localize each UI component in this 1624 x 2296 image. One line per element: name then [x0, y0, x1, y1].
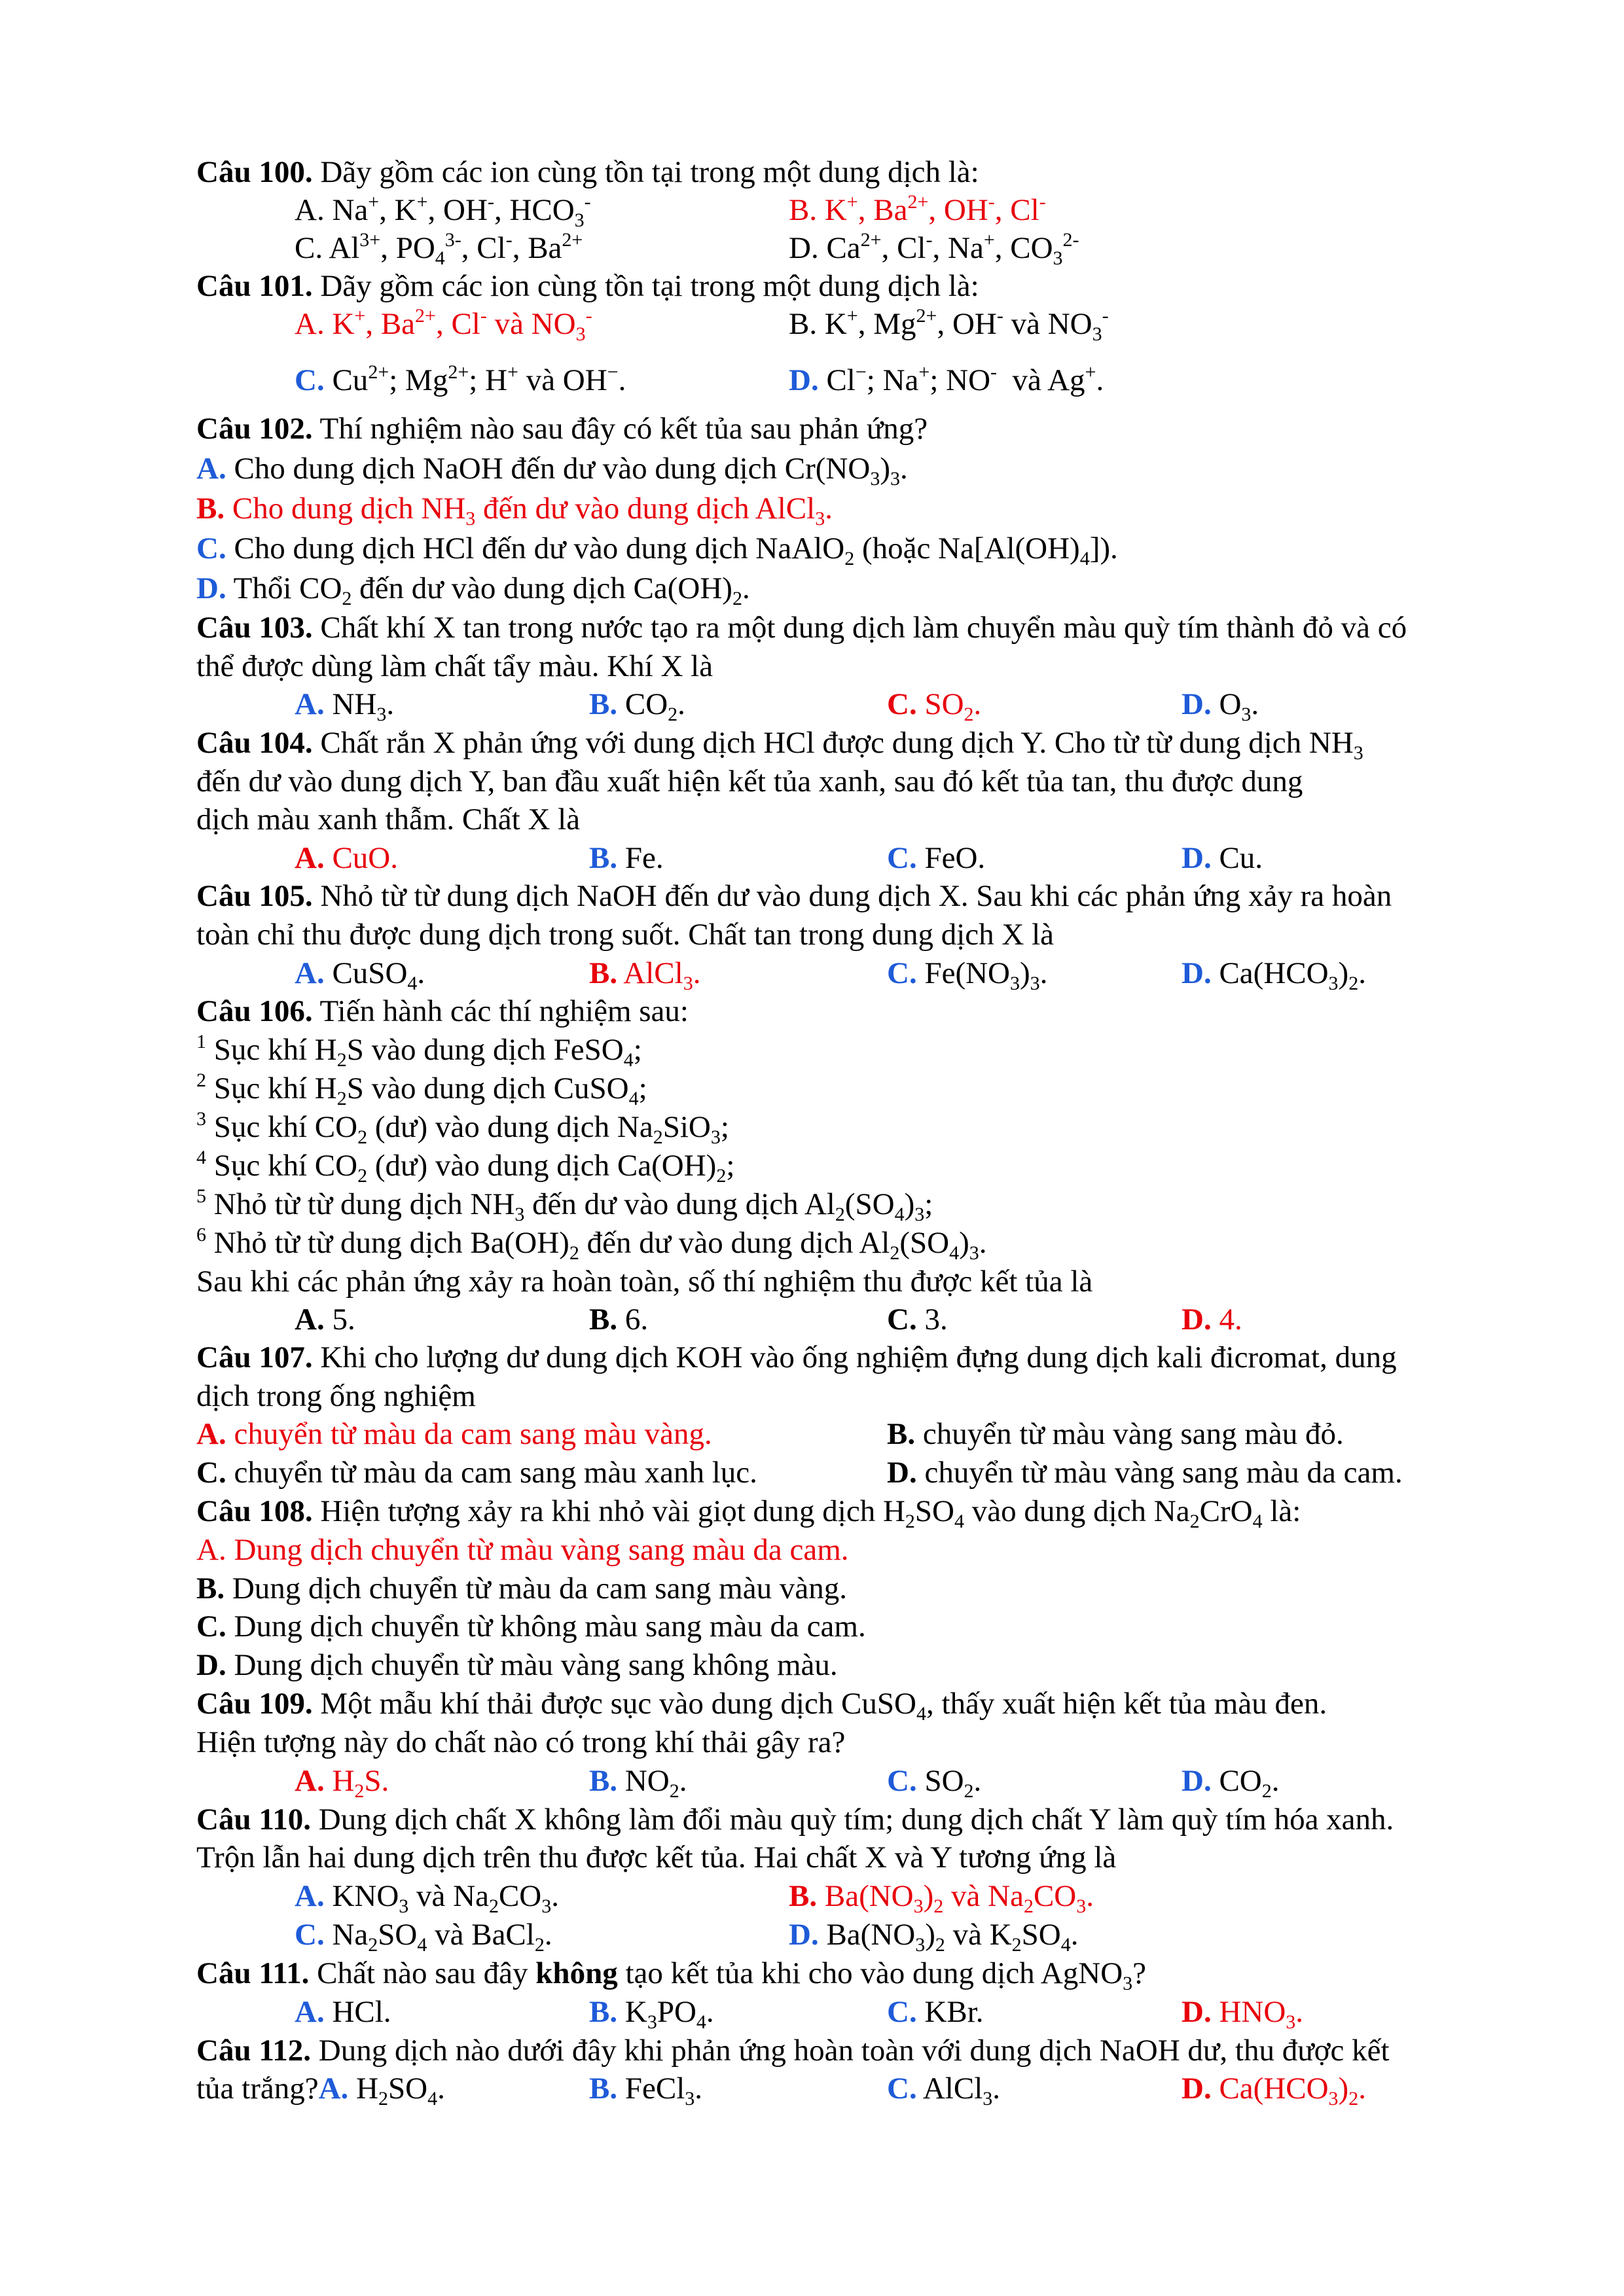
question-107-stem: Câu 107. Khi cho lượng dư dung dịch KOH vào ống nghiệm đựng dung dịch kali đicromat, dung — [196, 1340, 1397, 1374]
question-103-option-a: A. $NH_3$. — [295, 687, 395, 725]
question-107-stem-cont: dịch trong ống nghiệm — [196, 1379, 476, 1413]
question-111-option-d: D. $HNO_3$. — [1182, 1995, 1304, 2033]
question-112-option-d: D. $Ca(HCO_3)_2$. — [1182, 2072, 1366, 2109]
question-103-option-c: C. $SO_2$. — [887, 687, 982, 725]
question-108-stem: Câu 108. Hiện tượng xảy ra khi nhỏ vài giọt dung dịch $H_2SO_4$ vào dung dịch $Na_2CrO_4$ là: — [196, 1494, 1301, 1532]
question-106-option-d: D. 4. — [1182, 1302, 1242, 1336]
question-112-option-b: B. FeCl$_3$. — [589, 2072, 703, 2109]
question-104-option-d: D. Cu. — [1182, 841, 1263, 875]
question-106-tail: Sau khi các phản ứng xảy ra hoàn toàn, số thí nghiệm thu được kết tủa là — [196, 1265, 1093, 1299]
question-100-option-a: A. Na+, K+, OH-, $HCO_3^-$ — [295, 191, 591, 231]
question-112-stem: Câu 112. Dung dịch nào dưới đây khi phản ứng hoàn toàn với dung dịch NaOH dư, thu được kết — [196, 2034, 1390, 2068]
question-103-stem: Câu 103. Chất khí X tan trong nước tạo ra một dung dịch làm chuyển màu quỳ tím thành đỏ và có — [196, 611, 1407, 645]
question-109-option-a: A. $H_2S$. — [295, 1764, 389, 1802]
question-112-option-c: C. AlCl$_3$. — [887, 2072, 1001, 2109]
question-101-option-c: C. $Cu^{2+}$; $Mg^{2+}$; H+ và OH−. — [295, 361, 626, 397]
question-110-option-c: C. $Na_2SO_4$ và BaCl$_2$. — [295, 1918, 552, 1956]
question-104-option-b: B. Fe. — [589, 841, 664, 875]
question-106-option-c: C. 3. — [887, 1302, 948, 1336]
question-105-option-b: B. AlCl$_3$. — [589, 956, 701, 994]
question-101-option-a: A. K+, $Ba^{2+}$, Cl- và $NO_3^-$ — [295, 305, 592, 345]
question-106-option-b: B. 6. — [589, 1302, 649, 1336]
question-108-option-d: D. Dung dịch chuyển từ màu vàng sang không màu. — [196, 1648, 838, 1682]
question-110-option-b: B. $Ba(NO_3)_2$ và $Na_2CO_3$. — [789, 1879, 1094, 1917]
question-105-option-d: D. $Ca(HCO_3)_2$. — [1182, 956, 1366, 994]
question-109-option-d: D. $CO_2$. — [1182, 1764, 1280, 1802]
question-107-option-a: A. chuyển từ màu da cam sang màu vàng. — [196, 1417, 712, 1451]
question-102-option-c: C. Cho dung dịch HCl đến dư vào dung dịch NaAlO$_2$ (hoặc $Na[Al(OH)_4]$). — [196, 531, 1118, 569]
question-104-stem: Câu 104. Chất rắn X phản ứng với dung dịch HCl được dung dịch Y. Cho từ từ dung dịch $NH_3$ — [196, 726, 1363, 764]
question-106-item-3: $^3$ Sục khí $CO_2$ (dư) vào dung dịch $Na_2SiO_3$; — [196, 1108, 729, 1148]
question-102-stem: Câu 102. Thí nghiệm nào sau đây có kết tủa sau phản ứng? — [196, 412, 928, 446]
question-104-stem-cont-2: dịch màu xanh thẫm. Chất X là — [196, 802, 581, 836]
question-111-stem: Câu 111. Chất nào sau đây không tạo kết tủa khi cho vào dung dịch AgNO$_3$? — [196, 1956, 1147, 1994]
question-109-option-b: B. $NO_2$. — [589, 1764, 687, 1802]
question-102-option-d: D. Thổi $CO_2$ đến dư vào dung dịch $Ca(OH)_2$. — [196, 571, 750, 609]
question-110-option-a: A. $KNO_3$ và $Na_2CO_3$. — [295, 1879, 559, 1917]
question-101-option-d: D. Cl−; Na+; NO- và Ag+. — [789, 361, 1104, 397]
question-111-option-b: B. $K_3PO_4$. — [589, 1995, 714, 2033]
question-105-stem: Câu 105. Nhỏ từ từ dung dịch NaOH đến dư vào dung dịch X. Sau khi các phản ứng xảy ra hoàn — [196, 879, 1392, 913]
question-108-option-a: A. Dung dịch chuyển từ màu vàng sang màu da cam. — [196, 1533, 849, 1567]
question-100-option-c: C. $Al^{3+}$, $PO_4^{3-}$, Cl-, $Ba^{2+}$ — [295, 229, 583, 269]
question-102-option-b: B. Cho dung dịch $NH_3$ đến dư vào dung dịch AlCl$_3$. — [196, 492, 833, 529]
question-109-option-c: C. $SO_2$. — [887, 1764, 982, 1802]
question-112-stem-cont: tủa trắng?A. $H_2SO_4$. — [196, 2072, 445, 2109]
question-100-option-d: D. $Ca^{2+}$, Cl-, Na+, $CO_3^{2-}$ — [789, 229, 1079, 269]
question-109-stem-cont: Hiện tượng này do chất nào có trong khí thải gây ra? — [196, 1725, 846, 1759]
question-106-item-6: $^6$ Nhỏ từ từ dung dịch $Ba(OH)_2$ đến dư vào dung dịch $Al_2(SO_4)_3$. — [196, 1224, 987, 1264]
question-103-option-b: B. $CO_2$. — [589, 687, 685, 725]
question-102-option-a: A. Cho dung dịch NaOH đến dư vào dung dịch $Cr(NO_3)_3$. — [196, 452, 908, 490]
question-111-option-a: A. HCl. — [295, 1995, 391, 2029]
question-105-option-a: A. CuSO$_4$. — [295, 956, 425, 994]
question-103-option-d: D. $O_3$. — [1182, 687, 1259, 725]
question-107-option-d: D. chuyển từ màu vàng sang màu da cam. — [887, 1456, 1403, 1490]
question-110-option-d: D. $Ba(NO_3)_2$ và $K_2SO_4$. — [789, 1918, 1079, 1956]
question-108-option-b: B. Dung dịch chuyển từ màu da cam sang màu vàng. — [196, 1571, 847, 1605]
question-101-stem: Câu 101. Dãy gồm các ion cùng tồn tại trong một dung dịch là: — [196, 269, 979, 303]
question-107-option-c: C. chuyển từ màu da cam sang màu xanh lục. — [196, 1456, 757, 1490]
question-108-option-c: C. Dung dịch chuyển từ không màu sang màu da cam. — [196, 1609, 866, 1643]
question-103-stem-cont: thể được dùng làm chất tẩy màu. Khí X là — [196, 649, 713, 683]
question-110-stem: Câu 110. Dung dịch chất X không làm đổi màu quỳ tím; dung dịch chất Y làm quỳ tím hóa xanh. — [196, 1803, 1394, 1837]
question-104-option-a: A. CuO. — [295, 841, 398, 875]
question-105-stem-cont: toàn chỉ thu được dung dịch trong suốt. Chất tan trong dung dịch X là — [196, 918, 1054, 952]
question-101-option-b: B. K+, $Mg^{2+}$, OH- và $NO_3^-$ — [789, 305, 1109, 345]
question-110-stem-cont: Trộn lẫn hai dung dịch trên thu được kết tủa. Hai chất X và Y tương ứng là — [196, 1840, 1117, 1874]
question-106-stem: Câu 106. Tiến hành các thí nghiệm sau: — [196, 994, 689, 1028]
question-106-item-5: $^5$ Nhỏ từ từ dung dịch $NH_3$ đến dư vào dung dịch $Al_2(SO_4)_3$; — [196, 1185, 933, 1225]
question-104-option-c: C. FeO. — [887, 841, 986, 875]
question-106-item-2: $^2$ Sục khí $H_2S$ vào dung dịch CuSO$_4$; — [196, 1069, 647, 1109]
question-100-option-b: B. K+, $Ba^{2+}$, OH-, Cl- — [789, 191, 1046, 227]
question-105-option-c: C. $Fe(NO_3)_3$. — [887, 956, 1048, 994]
question-107-option-b: B. chuyển từ màu vàng sang màu đỏ. — [887, 1417, 1344, 1451]
question-104-stem-cont-1: đến dư vào dung dịch Y, ban đầu xuất hiện kết tủa xanh, sau đó kết tủa tan, thu được dung — [196, 764, 1303, 798]
question-111-option-c: C. KBr. — [887, 1995, 984, 2029]
question-106-item-4: $^4$ Sục khí $CO_2$ (dư) vào dung dịch $Ca(OH)_2$; — [196, 1147, 735, 1187]
question-100-stem: Câu 100. Dãy gồm các ion cùng tồn tại trong một dung dịch là: — [196, 155, 979, 189]
question-109-stem: Câu 109. Một mẫu khí thải được sục vào dung dịch CuSO$_4$, thấy xuất hiện kết tủa màu đen. — [196, 1687, 1327, 1725]
question-106-option-a: A. 5. — [295, 1302, 355, 1336]
question-106-item-1: $^1$ Sục khí $H_2S$ vào dung dịch FeSO$_4$; — [196, 1031, 642, 1071]
